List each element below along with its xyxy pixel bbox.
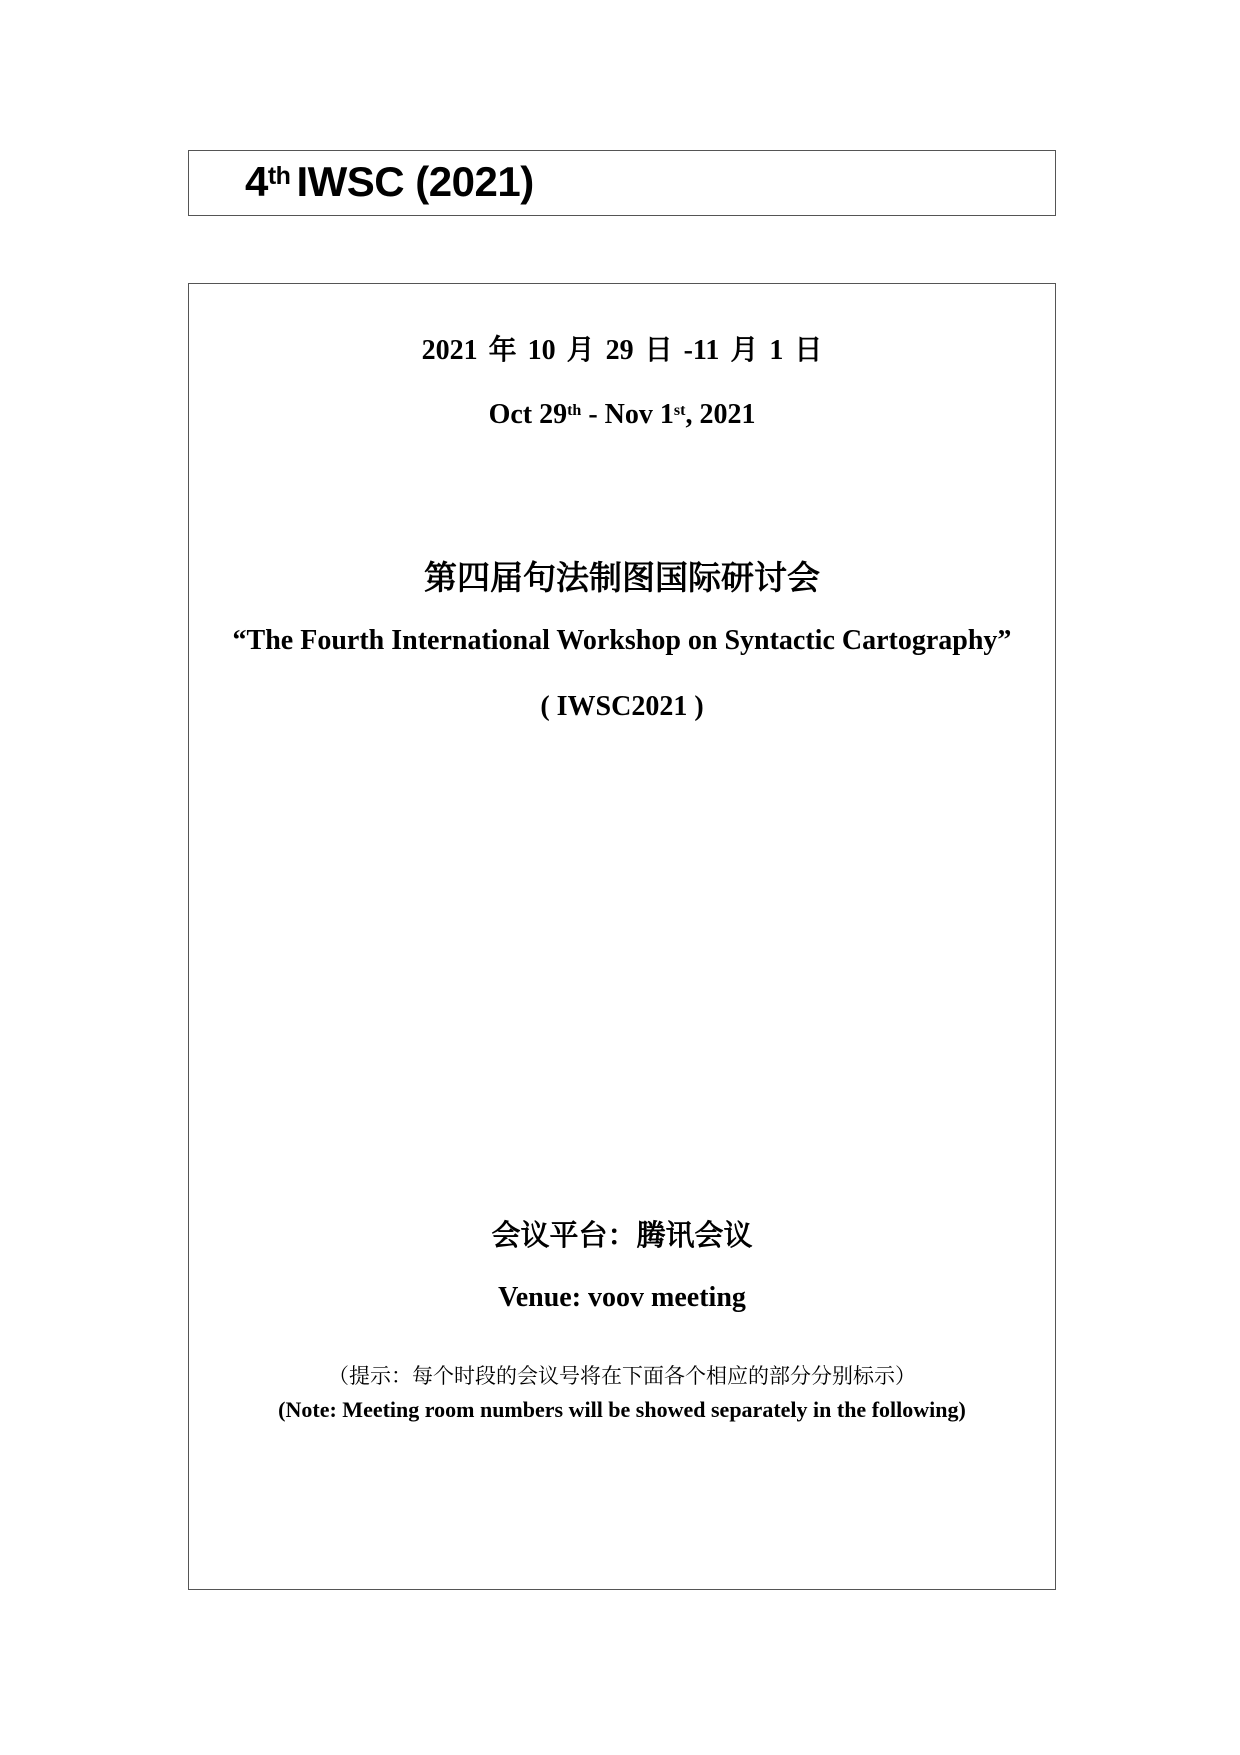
- date-chinese: 2021 年 10 月 29 日 -11 月 1 日: [421, 335, 823, 366]
- event-title-english: “The Fourth International Workshop on Syntactic Cartography”: [232, 625, 1012, 656]
- venue-platform-chinese: 会议平台：腾讯会议: [491, 1218, 753, 1252]
- header-ordinal-number: 4: [245, 158, 268, 205]
- program-cover-box: [188, 283, 1056, 1590]
- header-title: [245, 157, 534, 207]
- header-ordinal-suffix: th: [267, 162, 291, 190]
- date-start-suffix: th: [567, 402, 582, 419]
- date-start: Oct 29: [488, 399, 568, 430]
- date-mid: - Nov 1: [581, 399, 674, 430]
- date-english: [189, 398, 1055, 432]
- note-chinese: （提示：每个时段的会议号将在下面各个相应的部分分别标示）: [328, 1364, 916, 1388]
- date-end: , 2021: [685, 399, 756, 430]
- event-abbreviation: ( IWSC2021 ): [540, 691, 704, 722]
- header-title-rest: IWSC (2021): [296, 158, 534, 205]
- note-english: (Note: Meeting room numbers will be showed separately in the following): [278, 1397, 966, 1422]
- venue-platform-english: Venue: voov meeting: [498, 1282, 746, 1313]
- event-title-chinese: 第四届句法制图国际研讨会: [424, 558, 820, 597]
- date-end-suffix: st: [673, 402, 686, 419]
- header-box: [188, 150, 1056, 216]
